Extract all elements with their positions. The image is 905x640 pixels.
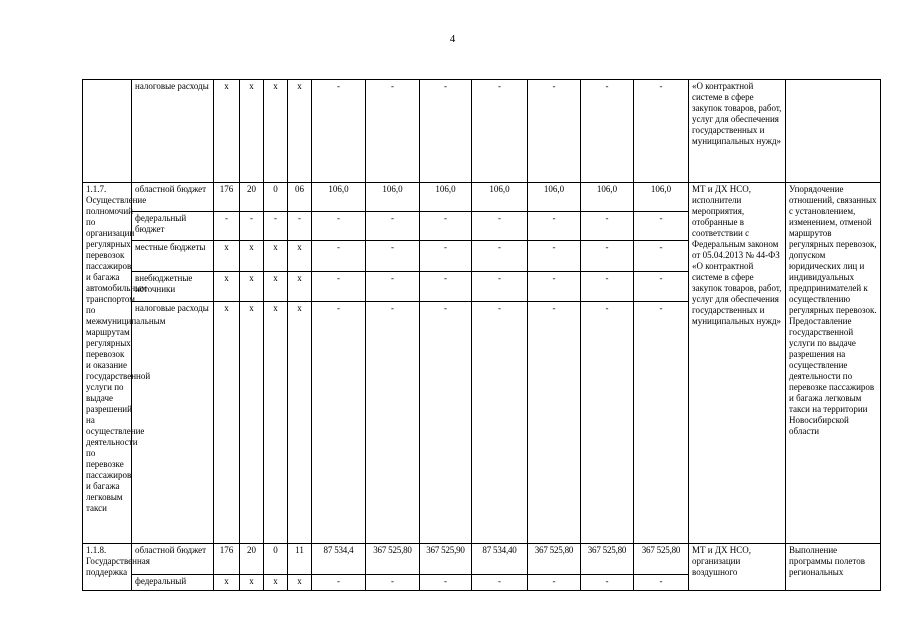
value-cell: -: [634, 302, 689, 544]
value-cell: 367 525,80: [634, 544, 689, 575]
value-cell: -: [528, 80, 581, 183]
page-number: 4: [449, 33, 456, 45]
source-cell: местные бюджеты: [132, 241, 214, 272]
code-cell: 20: [240, 183, 264, 212]
value-cell: -: [528, 212, 581, 241]
value-cell: -: [366, 80, 420, 183]
result-cell: [786, 80, 881, 183]
item-cell: [83, 80, 132, 183]
code-cell: x: [240, 80, 264, 183]
code-cell: x: [264, 80, 288, 183]
code-cell: 11: [288, 544, 312, 575]
item-cell: 1.1.7. Осуществление полномочий по организации регулярных перевозок пассажиров и багажа автомобильным транспортом по межмуниципальным маршрутам регулярных перевозок и оказание государственной услуги по выдаче разрешений на осуществление деятельности по перевозке пассажиров и багажа легковым такси: [83, 183, 132, 544]
value-cell: -: [420, 80, 472, 183]
value-cell: -: [634, 241, 689, 272]
value-cell: 106,0: [528, 183, 581, 212]
result-cell: Упорядочение отношений, связанных с установлением, изменением, отменой маршрутов регулярных перевозок, допуском юридических лиц и индивидуальных предпринимателей к осуществлению регулярных перевозок. Предоставление государственной услуги по выдаче разрешения на осуществление деятельности по перевозке пассажиров и багажа легковым такси на территории Новосибирской области: [786, 183, 881, 544]
code-cell: x: [288, 575, 312, 591]
value-cell: -: [312, 241, 366, 272]
value-cell: -: [312, 302, 366, 544]
value-cell: -: [366, 272, 420, 302]
value-cell: 367 525,80: [366, 544, 420, 575]
value-cell: -: [472, 272, 528, 302]
value-cell: -: [472, 575, 528, 591]
code-cell: -: [214, 212, 240, 241]
source-cell: федеральный: [132, 575, 214, 591]
code-cell: x: [288, 302, 312, 544]
value-cell: 367 525,80: [528, 544, 581, 575]
value-cell: 106,0: [472, 183, 528, 212]
value-cell: -: [420, 241, 472, 272]
source-cell: областной бюджет: [132, 183, 214, 212]
value-cell: -: [528, 575, 581, 591]
source-cell: областной бюджет: [132, 544, 214, 575]
source-cell: федеральный бюджет: [132, 212, 214, 241]
value-cell: 106,0: [312, 183, 366, 212]
value-cell: -: [634, 575, 689, 591]
code-cell: x: [214, 241, 240, 272]
value-cell: -: [634, 212, 689, 241]
value-cell: -: [420, 272, 472, 302]
value-cell: -: [312, 80, 366, 183]
code-cell: 20: [240, 544, 264, 575]
code-cell: 06: [288, 183, 312, 212]
executor-cell: МТ и ДХ НСО, организации воздушного: [689, 544, 786, 591]
value-cell: -: [366, 575, 420, 591]
code-cell: 0: [264, 544, 288, 575]
value-cell: -: [634, 272, 689, 302]
code-cell: x: [240, 241, 264, 272]
table-row: [83, 544, 881, 575]
value-cell: -: [472, 302, 528, 544]
table-row: [83, 183, 881, 212]
value-cell: -: [366, 302, 420, 544]
value-cell: -: [581, 575, 634, 591]
value-cell: 106,0: [420, 183, 472, 212]
code-cell: x: [288, 80, 312, 183]
budget-table: [82, 79, 881, 591]
code-cell: x: [264, 241, 288, 272]
value-cell: -: [366, 241, 420, 272]
value-cell: -: [472, 212, 528, 241]
table-row: [83, 80, 881, 183]
code-cell: x: [214, 575, 240, 591]
value-cell: -: [581, 272, 634, 302]
executor-cell: МТ и ДХ НСО, исполнители мероприятия, отобранные в соответствии с Федеральным законом от 05.04.2013 № 44-ФЗ «О контрактной системе в сфере закупок товаров, работ, услуг для обеспечения государственных и муниципальных нужд»: [689, 183, 786, 544]
code-cell: x: [214, 302, 240, 544]
value-cell: -: [528, 241, 581, 272]
source-cell: налоговые расходы: [132, 80, 214, 183]
value-cell: -: [312, 272, 366, 302]
value-cell: -: [581, 212, 634, 241]
value-cell: 367 525,90: [420, 544, 472, 575]
value-cell: -: [420, 212, 472, 241]
code-cell: x: [288, 241, 312, 272]
executor-cell: «О контрактной системе в сфере закупок товаров, работ, услуг для обеспечения государственных и муниципальных нужд»: [689, 80, 786, 183]
value-cell: -: [312, 212, 366, 241]
value-cell: -: [420, 575, 472, 591]
code-cell: x: [288, 272, 312, 302]
code-cell: x: [240, 575, 264, 591]
value-cell: -: [312, 575, 366, 591]
result-cell: Выполнение программы полетов региональных: [786, 544, 881, 591]
value-cell: 106,0: [366, 183, 420, 212]
source-cell: налоговые расходы: [132, 302, 214, 544]
code-cell: -: [240, 212, 264, 241]
value-cell: 106,0: [634, 183, 689, 212]
value-cell: -: [581, 80, 634, 183]
value-cell: -: [528, 302, 581, 544]
item-cell: 1.1.8. Государственная поддержка: [83, 544, 132, 591]
value-cell: -: [472, 80, 528, 183]
value-cell: -: [634, 80, 689, 183]
value-cell: 367 525,80: [581, 544, 634, 575]
value-cell: -: [366, 212, 420, 241]
value-cell: -: [581, 241, 634, 272]
code-cell: x: [264, 272, 288, 302]
value-cell: -: [581, 302, 634, 544]
code-cell: x: [214, 272, 240, 302]
source-cell: внебюджетные источники: [132, 272, 214, 302]
value-cell: 87 534,40: [472, 544, 528, 575]
value-cell: -: [528, 272, 581, 302]
code-cell: 176: [214, 183, 240, 212]
code-cell: -: [264, 212, 288, 241]
value-cell: -: [472, 241, 528, 272]
value-cell: 106,0: [581, 183, 634, 212]
value-cell: 87 534,4: [312, 544, 366, 575]
code-cell: x: [264, 302, 288, 544]
value-cell: -: [420, 302, 472, 544]
code-cell: x: [214, 80, 240, 183]
code-cell: x: [264, 575, 288, 591]
code-cell: x: [240, 302, 264, 544]
code-cell: 0: [264, 183, 288, 212]
code-cell: 176: [214, 544, 240, 575]
code-cell: -: [288, 212, 312, 241]
code-cell: x: [240, 272, 264, 302]
